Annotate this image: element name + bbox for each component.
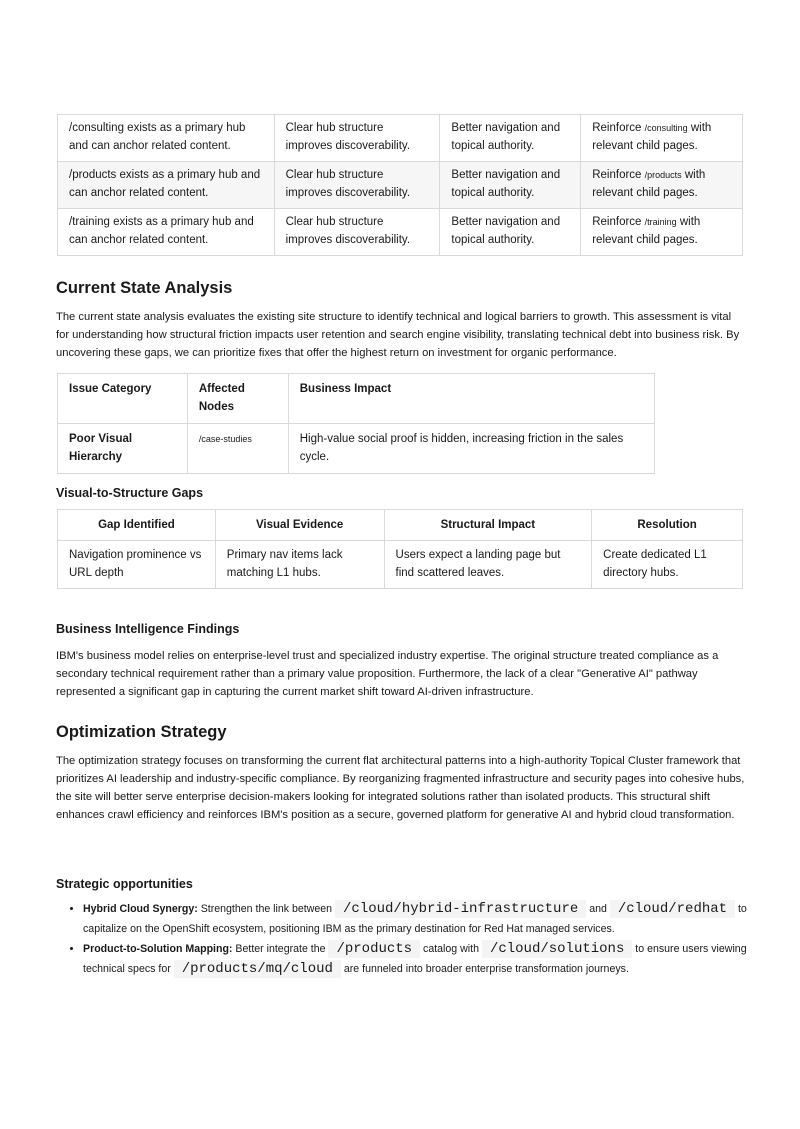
column-header: Issue Category bbox=[58, 374, 188, 424]
table-cell: Create dedicated L1 directory hubs. bbox=[592, 541, 743, 589]
table-cell: /products exists as a primary hub and can anchor related content. bbox=[58, 162, 275, 209]
item-text: Strengthen the link between bbox=[197, 903, 336, 915]
table-cell: Users expect a landing page but find scattered leaves. bbox=[384, 541, 592, 589]
column-header: Visual Evidence bbox=[215, 510, 384, 541]
column-header: Business Impact bbox=[288, 374, 654, 424]
code-path: /products bbox=[328, 940, 420, 958]
hub-table bbox=[57, 114, 743, 256]
cell-text: Reinforce bbox=[592, 169, 645, 181]
item-label: Product-to-Solution Mapping: bbox=[83, 943, 233, 955]
table-row bbox=[58, 424, 655, 474]
table-cell bbox=[581, 162, 743, 209]
table-row bbox=[58, 209, 743, 256]
cell-text: with relevant child pages. bbox=[592, 122, 712, 152]
table-cell: Poor Visual Hierarchy bbox=[58, 424, 188, 474]
table-cell: Better navigation and topical authority. bbox=[440, 115, 581, 162]
path-text: /consulting bbox=[644, 123, 688, 133]
table-cell: /case-studies bbox=[187, 424, 288, 474]
gaps-table bbox=[57, 509, 743, 589]
table-cell bbox=[581, 209, 743, 256]
item-text: Better integrate the bbox=[232, 943, 329, 955]
issue-table bbox=[57, 373, 655, 474]
table-header-row bbox=[58, 510, 743, 541]
cell-text: Reinforce bbox=[592, 216, 645, 228]
opportunities-list bbox=[56, 899, 763, 979]
table-cell: Better navigation and topical authority. bbox=[440, 209, 581, 256]
item-label: Hybrid Cloud Synergy: bbox=[83, 903, 198, 915]
item-text: are funneled into broader enterprise transformation journeys. bbox=[340, 963, 629, 975]
column-header: Gap Identified bbox=[58, 510, 216, 541]
cell-text: with relevant child pages. bbox=[592, 169, 706, 199]
column-header: Resolution bbox=[592, 510, 743, 541]
section-heading-optimization: Optimization Strategy bbox=[56, 723, 227, 741]
section-heading-gaps: Visual-to-Structure Gaps bbox=[56, 486, 204, 500]
item-text: catalog with bbox=[420, 943, 482, 955]
item-text: and bbox=[586, 903, 610, 915]
table-row bbox=[58, 162, 743, 209]
table-cell: /consulting exists as a primary hub and can anchor related content. bbox=[58, 115, 275, 162]
section-heading-bi: Business Intelligence Findings bbox=[56, 622, 240, 636]
code-path: /products/mq/cloud bbox=[174, 960, 341, 978]
path-text: /products bbox=[644, 170, 682, 180]
table-cell bbox=[581, 115, 743, 162]
table-cell: Primary nav items lack matching L1 hubs. bbox=[215, 541, 384, 589]
table-cell: High-value social proof is hidden, increasing friction in the sales cycle. bbox=[288, 424, 654, 474]
table-cell: /training exists as a primary hub and can anchor related content. bbox=[58, 209, 275, 256]
bi-paragraph: IBM's business model relies on enterprise-level trust and specialized industry expertise. The original structure treated compliance as a secondary technical requirement rather than a primary value proposition. Furthermore, the lack of a clear "Generative AI" pathway represented a significant gap in capturing the current market shift toward AI-driven infrastructure. bbox=[56, 650, 719, 698]
current-state-paragraph: The current state analysis evaluates the existing site structure to identify technical and logical barriers to growth. This assessment is vital for understanding how structural friction impacts user retention and search engine visibility, translating technical debt into business risk. By uncovering these gaps, we can prioritize fixes that offer the highest return on investment for organic performance. bbox=[56, 311, 740, 359]
path-text: /training bbox=[644, 217, 677, 227]
table-row bbox=[58, 541, 743, 589]
column-header: Structural Impact bbox=[384, 510, 592, 541]
item-text: to ensure users viewing technical specs for bbox=[83, 943, 747, 975]
table-row bbox=[58, 115, 743, 162]
column-header: Affected Nodes bbox=[187, 374, 288, 424]
table-cell: Navigation prominence vs URL depth bbox=[58, 541, 216, 589]
cell-text: Reinforce bbox=[592, 122, 645, 134]
table-cell: Clear hub structure improves discoverability. bbox=[274, 115, 440, 162]
table-header-row bbox=[58, 374, 655, 424]
item-text: to capitalize on the OpenShift ecosystem, positioning IBM as the primary destination for Red Hat managed services. bbox=[83, 903, 747, 935]
optimization-paragraph: The optimization strategy focuses on transforming the current flat architectural patterns into a high-authority Topical Cluster framework that prioritizes AI leadership and industry-specific compliance. By reorganizing fragmented infrastructure and security pages into cohesive hubs, the site will better serve enterprise decision-makers looking for integrated solutions rather than isolated products. This structural shift enhances crawl efficiency and reinforces IBM's position as a secure, governed platform for generative AI and hybrid cloud transformation. bbox=[56, 755, 745, 821]
table-cell: Clear hub structure improves discoverability. bbox=[274, 209, 440, 256]
code-path: /cloud/solutions bbox=[482, 940, 632, 958]
cell-text: with relevant child pages. bbox=[592, 216, 701, 246]
code-path: /cloud/redhat bbox=[610, 900, 735, 918]
code-path: /cloud/hybrid-infrastructure bbox=[335, 900, 586, 918]
section-heading-current-state: Current State Analysis bbox=[56, 279, 233, 297]
section-heading-strategic: Strategic opportunities bbox=[56, 877, 193, 891]
table-cell: Clear hub structure improves discoverability. bbox=[274, 162, 440, 209]
table-cell: Better navigation and topical authority. bbox=[440, 162, 581, 209]
list-item bbox=[83, 899, 763, 939]
list-item bbox=[83, 939, 763, 979]
